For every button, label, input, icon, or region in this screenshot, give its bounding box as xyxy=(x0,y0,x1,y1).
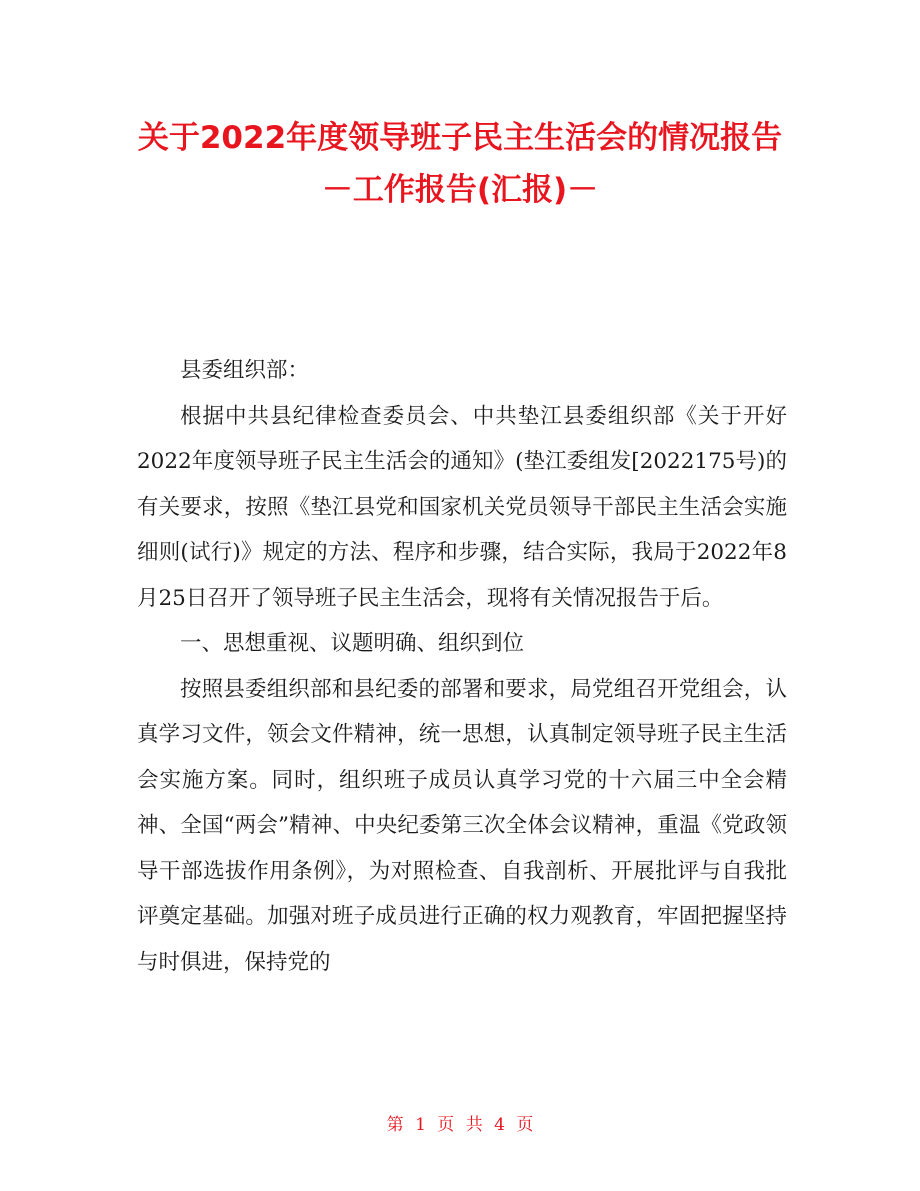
page-number-footer: 第 1 页 共 4 页 xyxy=(386,1115,534,1135)
document-title: 关于2022年度领导班子民主生活会的情况报告 xyxy=(137,120,783,156)
section-heading-1: 一、思想重视、议题明确、组织到位 xyxy=(180,631,525,656)
salutation: 县委组织部： xyxy=(180,358,310,383)
paragraph-2: 按照县委组织部和县纪委的部署和要求，局党组召开党组会，认真学习文件，领会文件精神，统一思想，认真制定领导班子民主生活会实施方案。同时，组织班子成员认真学习党的十六届三中全会精神、全国“两会”精神、中央纪委第三次全体会议精神，重温《党政领导干部选拔作用条例》，为对照检查、自我剖析、开展批评与自我批评奠定基础。加强对班子成员进行正确的权力观教育，牢固把握坚持与时俱进，保持党的 xyxy=(137,676,787,975)
document-body xyxy=(137,348,787,985)
document-subtitle: －工作报告(汇报)－ xyxy=(321,172,599,208)
paragraph-1: 根据中共县纪律检查委员会、中共垫江县委组织部《关于开好2022年度领导班子民主生活会的通知》(垫江委组发[2022175号)的有关要求，按照《垫江县党和国家机关党员领导干部民主生活会实施细则(试行)》规定的方法、程序和步骤，结合实际，我局于2022年8月25日召开了领导班子民主生活会，现将有关情况报告于后。 xyxy=(137,403,787,611)
